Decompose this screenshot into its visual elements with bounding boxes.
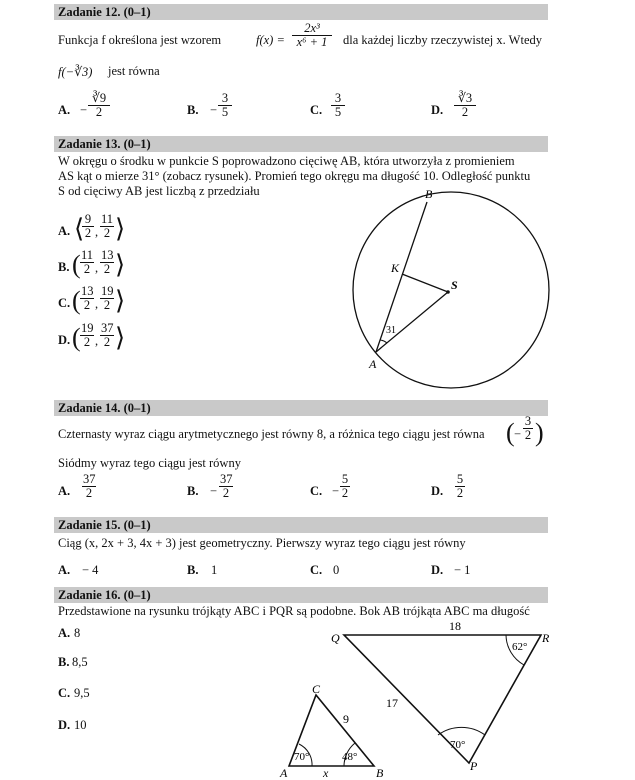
task-14-option-c-label[interactable]: C.	[310, 484, 323, 498]
task-13-option-a-close: ⟩	[115, 214, 126, 243]
task-16-option-b-label[interactable]: B.	[58, 655, 70, 669]
angle-a-label: 70°	[294, 751, 310, 763]
task-12-text-3: jest równa	[108, 64, 160, 78]
task-12-title: Zadanie 12. (0–1)	[58, 5, 151, 19]
task-13-option-a-from-num: 9	[82, 213, 94, 227]
task-13-option-a-from-den: 2	[84, 226, 92, 240]
task-13-option-b-from-num: 11	[81, 248, 94, 262]
point-c-label: C	[312, 682, 321, 696]
task-13-option-a-open: ⟨	[74, 214, 85, 243]
task-16-option-d-label[interactable]: D.	[58, 718, 71, 732]
task-12-option-b-num: 3	[218, 92, 232, 106]
angle-arc-p	[438, 727, 485, 735]
task-12-option-d-label[interactable]: D.	[431, 103, 444, 117]
task-14-option-a-num: 37	[83, 472, 96, 486]
task-12-text-2: dla każdej liczby rzeczywistej x. Wtedy	[343, 33, 542, 47]
side-cb-label: 9	[343, 712, 349, 726]
task-14-diff-sign: −	[514, 427, 522, 441]
task-16-option-a-label[interactable]: A.	[58, 626, 71, 640]
point-k-label: K	[391, 261, 400, 275]
task-16-option-c-label[interactable]: C.	[58, 686, 71, 700]
task-14-diff-den: 2	[524, 428, 532, 442]
task-14-option-c-den: 2	[341, 486, 349, 500]
angle-b-label: 48°	[342, 751, 358, 763]
task-15-option-a-label[interactable]: A.	[58, 563, 71, 577]
task-13-option-b-to-den: 2	[103, 262, 111, 276]
task-14-option-d-den: 2	[456, 486, 464, 500]
task-15-option-b-value[interactable]: 1	[211, 563, 218, 577]
task-13-option-c-to-num: 19	[101, 284, 114, 298]
point-p-label: P	[470, 759, 478, 773]
task-13-option-b-comma: ,	[95, 261, 99, 275]
task-12-argument: f(−∛3)	[58, 65, 93, 79]
task-14-option-b-label[interactable]: B.	[187, 484, 199, 498]
task-15-title: Zadanie 15. (0–1)	[58, 518, 151, 532]
task-13-option-c-close: ⟩	[115, 286, 126, 315]
task-16-option-c-value[interactable]: 9,5	[74, 686, 90, 700]
task-16-option-b-value[interactable]: 8,5	[72, 655, 88, 669]
task-13-option-b-from-den: 2	[83, 262, 91, 276]
task-12-option-d-den: 2	[461, 105, 469, 119]
task-12-option-b-sign: −	[210, 103, 218, 117]
task-15-option-c-value[interactable]: 0	[333, 563, 340, 577]
task-13-title: Zadanie 13. (0–1)	[58, 137, 151, 151]
task-12-option-d-num: ∛3	[454, 92, 476, 106]
task-13-option-d-label[interactable]: D.	[58, 333, 71, 347]
side-ab-label: x	[323, 766, 329, 780]
task-13-option-d-close: ⟩	[115, 323, 126, 352]
task-14-diff-close: )	[535, 418, 544, 447]
task-13-option-d-from-num: 19	[81, 321, 94, 335]
task-13-option-b-close: ⟩	[115, 250, 126, 279]
task-13-option-c-open: (	[72, 286, 81, 315]
task-13-option-a-comma: ,	[95, 225, 99, 239]
task-13-text-3: S od cięciwy AB jest liczbą z przedziału	[58, 184, 260, 198]
task-15-option-b-label[interactable]: B.	[187, 563, 199, 577]
triangle-pqr	[344, 635, 541, 763]
side-qr-label: 18	[449, 619, 461, 633]
point-a-label: A	[280, 766, 288, 780]
task-14-option-a-label[interactable]: A.	[58, 484, 71, 498]
task-13-option-c-from-num: 13	[81, 284, 94, 298]
task-13-text-2: AS kąt o mierze 31° (zobacz rysunek). Promień tego okręgu ma długość 10. Odległość punktu	[58, 169, 531, 183]
task-14-option-a-den: 2	[85, 486, 93, 500]
task-12-option-a-den: 2	[95, 105, 103, 119]
task-12-option-c-den: 5	[334, 105, 342, 119]
task-13-option-a-to-den: 2	[103, 226, 111, 240]
point-b-label: B	[425, 187, 433, 201]
task-16-title: Zadanie 16. (0–1)	[58, 588, 151, 602]
task-14-title: Zadanie 14. (0–1)	[58, 401, 151, 415]
task-12-formula-denominator: x⁶ + 1	[296, 35, 328, 49]
task-13-option-d-to-den: 2	[103, 335, 111, 349]
task-14-diff-open: (	[506, 418, 515, 447]
task-15-option-c-label[interactable]: C.	[310, 563, 323, 577]
task-15-text: Ciąg (x, 2x + 3, 4x + 3) jest geometryczny. Pierwszy wyraz tego ciągu jest równy	[58, 536, 466, 550]
task-15-option-d-value[interactable]: − 1	[454, 563, 471, 577]
point-b-label: B	[376, 766, 384, 780]
task-16-option-a-value[interactable]: 8	[74, 626, 81, 640]
task-14-option-b-sign: −	[210, 484, 218, 498]
task-12-option-a-num: ∛9	[88, 92, 110, 106]
task-14-option-d-label[interactable]: D.	[431, 484, 444, 498]
task-12-option-a-label[interactable]: A.	[58, 103, 71, 117]
task-12-option-a-sign: −	[80, 103, 88, 117]
task-14-option-d-num: 5	[456, 472, 464, 486]
task-13-option-b-to-num: 13	[101, 248, 114, 262]
task-12-option-c-label[interactable]: C.	[310, 103, 323, 117]
task-14-option-b-num: 37	[220, 472, 233, 486]
task-12-option-b-den: 5	[221, 105, 229, 119]
task-15-option-a-value[interactable]: − 4	[82, 563, 99, 577]
task-12-fx: f(x) =	[256, 33, 285, 47]
point-a-label: A	[369, 357, 377, 371]
task-13-option-c-from-den: 2	[83, 298, 91, 312]
task-14-option-b-den: 2	[222, 486, 230, 500]
task-13-option-b-label[interactable]: B.	[58, 260, 70, 274]
point-s-label: S	[451, 278, 458, 292]
task-14-option-c-sign: −	[332, 484, 340, 498]
task-13-text-1: W okręgu o środku w punkcie S poprowadzono cięciwę AB, która utworzyła z promieniem	[58, 154, 515, 168]
point-r-label: R	[542, 631, 550, 645]
side-qp-label: 17	[386, 696, 398, 710]
task-16-option-d-value[interactable]: 10	[74, 718, 87, 732]
task-13-option-a-label[interactable]: A.	[58, 224, 71, 238]
task-12-option-b-label[interactable]: B.	[187, 103, 199, 117]
task-13-option-d-to-num: 37	[101, 321, 114, 335]
task-13-option-d-comma: ,	[95, 334, 99, 348]
point-q-label: Q	[331, 631, 340, 645]
angle-p-label: 70°	[450, 739, 466, 751]
task-12-formula-numerator: 2x³	[292, 22, 332, 36]
task-14-text-2: Siódmy wyraz tego ciągu jest równy	[58, 456, 241, 470]
task-13-option-c-to-den: 2	[103, 298, 111, 312]
task-13-option-c-comma: ,	[95, 297, 99, 311]
task-16-text: Przedstawione na rysunku trójkąty ABC i PQR są podobne. Bok AB trójkąta ABC ma długość	[58, 604, 530, 618]
task-13-option-d-from-den: 2	[83, 335, 91, 349]
angle-label-31: 31	[386, 325, 396, 336]
task-13-option-d-open: (	[72, 323, 81, 352]
task-13-option-c-label[interactable]: C.	[58, 296, 71, 310]
task-12-text-1: Funkcja f określona jest wzorem	[58, 33, 222, 47]
task-13-option-b-open: (	[72, 250, 81, 279]
angle-r-label: 62°	[512, 641, 528, 653]
task-14-option-c-num: 5	[341, 472, 349, 486]
task-15-option-d-label[interactable]: D.	[431, 563, 444, 577]
task-14-text-1: Czternasty wyraz ciągu arytmetycznego jest równy 8, a różnica tego ciągu jest równa	[58, 427, 485, 441]
task-13-option-a-to-num: 11	[101, 212, 114, 226]
task-12-option-c-num: 3	[331, 92, 345, 106]
task-14-diff-num: 3	[524, 414, 532, 428]
